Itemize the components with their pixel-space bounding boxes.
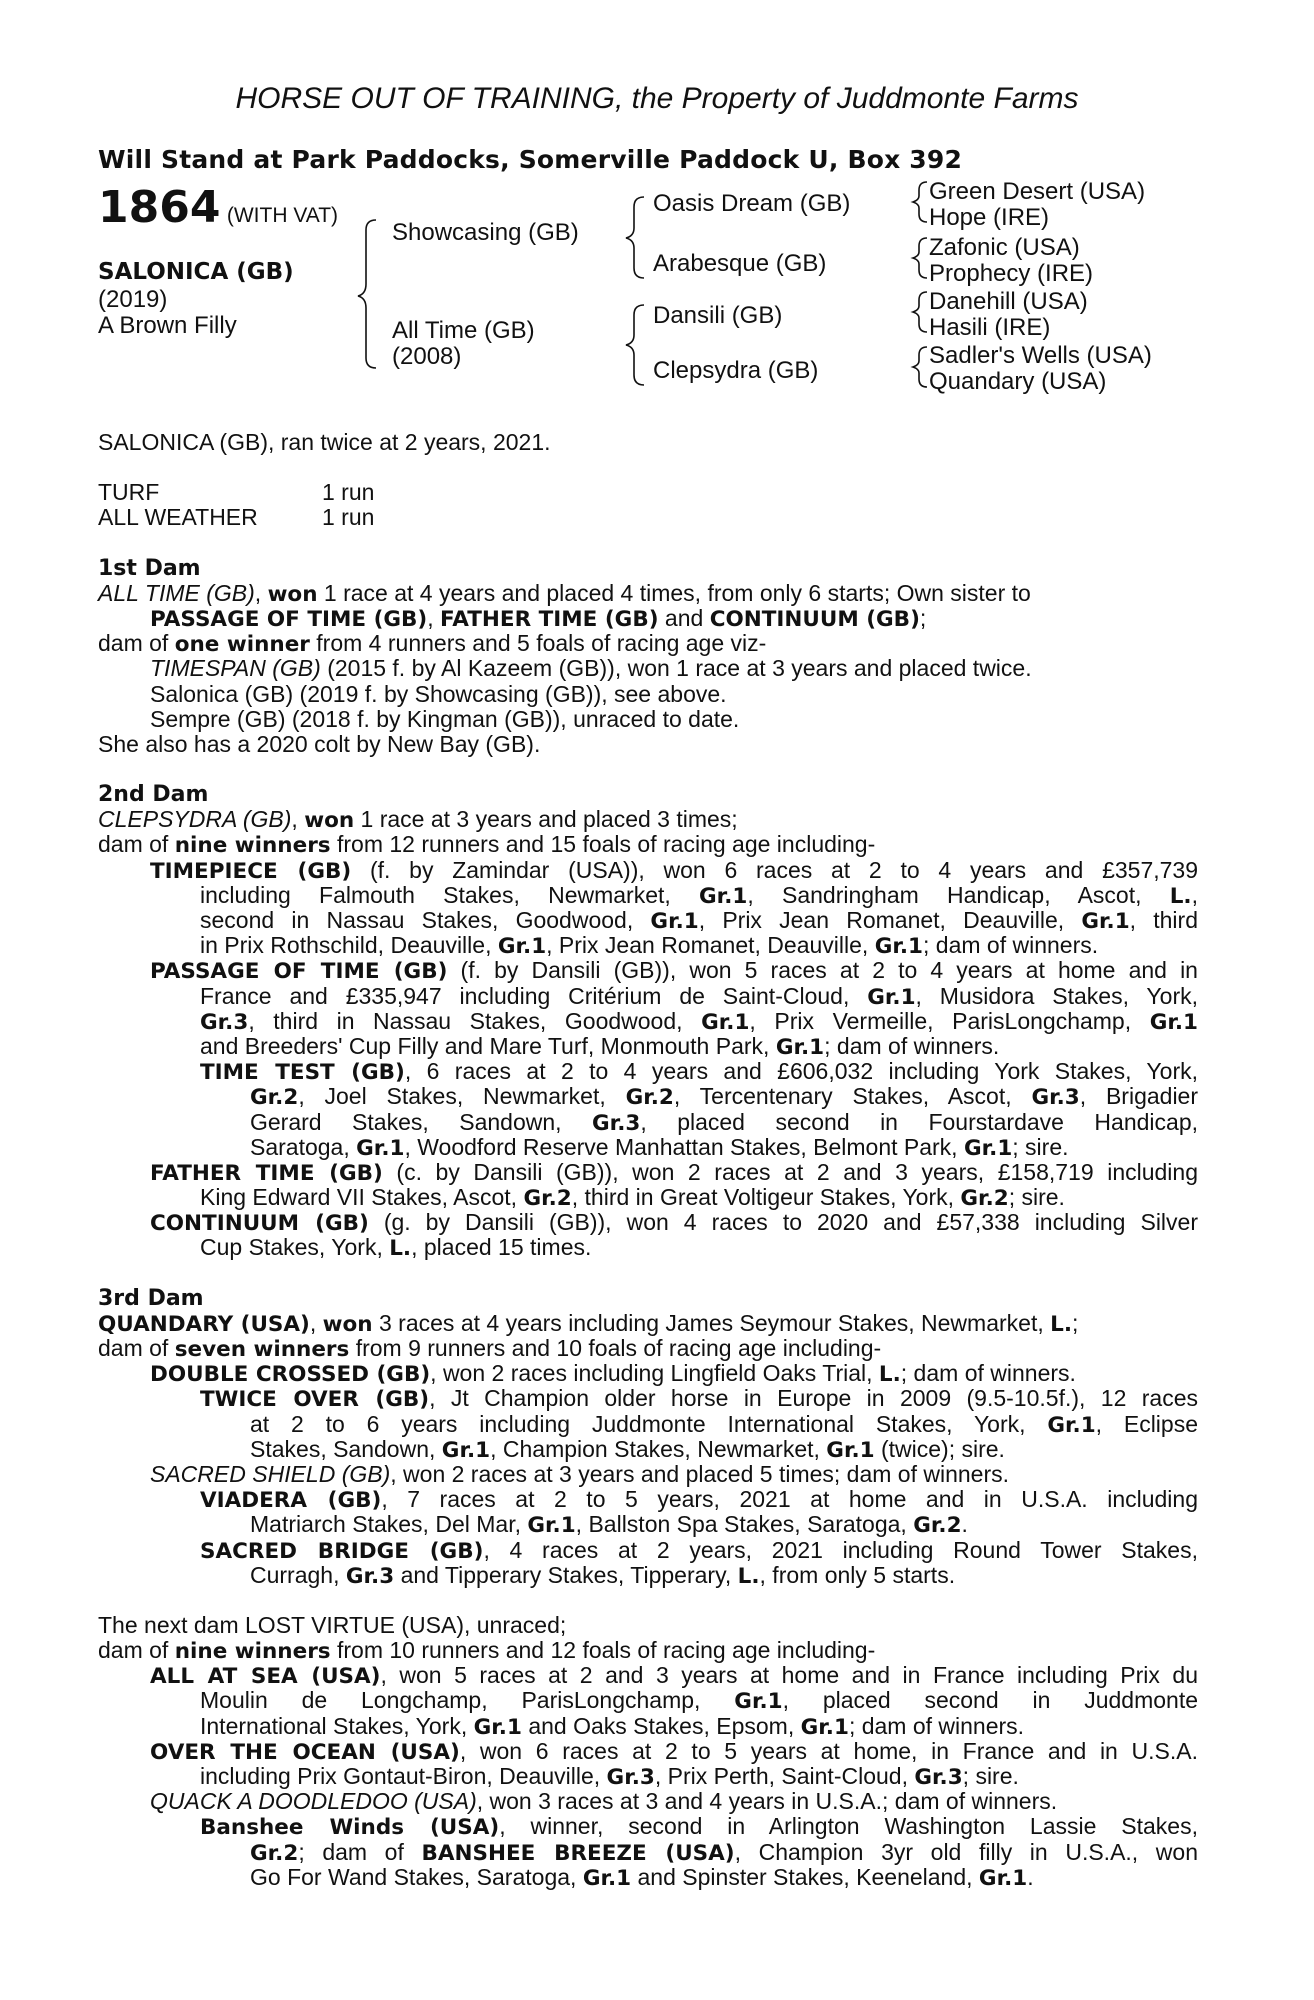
text-run: and — [658, 604, 710, 631]
text-run: Gr.2 — [250, 1085, 299, 1111]
text-run: Gr.2 — [523, 1186, 572, 1212]
next-dam-line — [98, 1638, 1198, 1663]
dam-year: (2008) — [392, 343, 462, 370]
text-run: Gr.1 — [775, 1034, 825, 1060]
second-dam-line — [98, 832, 1198, 857]
text-run: Banshee Winds (USA) — [200, 1815, 500, 1841]
text-run: won — [322, 1311, 373, 1337]
text-run: 3 races at 4 years including James Seymour Stakes, Newmarket, — [372, 1309, 1051, 1336]
text-run: Gr.1 — [867, 984, 916, 1010]
text-run: ALL TIME (GB) — [98, 579, 255, 606]
text-run: L. — [878, 1362, 901, 1388]
text-run: Gr.3 — [200, 1009, 249, 1035]
text-run: , Prix Jean Romanet, Deauville, — [698, 907, 1082, 933]
text-run: won — [267, 581, 318, 607]
text-run: ; dam of winners. — [923, 932, 1099, 959]
first-dam-line — [98, 606, 1198, 631]
text-run: seven winners — [174, 1337, 350, 1362]
text-run: including Prix Gontaut-Biron, Deauville, — [200, 1763, 607, 1789]
text-run: and Tipperary Stakes, Tipperary, — [394, 1561, 738, 1588]
record-row — [98, 480, 1198, 505]
lot-number: 1864 — [98, 182, 221, 233]
second-dam-line — [98, 807, 1198, 832]
text-run: including Falmouth Stakes, Newmarket, — [200, 881, 700, 908]
text-run: Gr.1 — [1081, 909, 1130, 934]
text-run: L. — [389, 1236, 412, 1262]
race-record-summary: SALONICA (GB), ran twice at 2 years, 2021. — [98, 429, 551, 455]
text-run: , Ballston Spa Stakes, Saratoga, — [575, 1511, 914, 1538]
text-run: TIMEPIECE (GB) — [150, 858, 352, 884]
text-run: Curragh, — [250, 1561, 346, 1588]
text-run: , Tercentenary Stakes, Ascot, — [673, 1083, 1032, 1110]
produce-entry — [98, 1814, 1198, 1839]
text-run: , winner, second in Arlington Washington Lassie Stakes, — [499, 1813, 1198, 1840]
produce-entry — [98, 1084, 1198, 1109]
text-run: FATHER TIME (GB) — [440, 606, 659, 632]
text-run: , Brigadier — [1079, 1083, 1199, 1110]
text-run: , third — [1129, 907, 1198, 933]
text-run: Gr.1 — [527, 1513, 576, 1539]
produce-entry — [98, 1663, 1198, 1688]
text-run: Gr.1 — [356, 1135, 405, 1161]
text-run: (f. by Dansili (GB)), won 5 races at 2 to 4 years at home and in — [447, 957, 1198, 984]
text-run: Cup Stakes, York, — [200, 1234, 390, 1261]
text-run: , — [1191, 881, 1198, 908]
text-run: nine winners — [174, 1639, 331, 1665]
text-run: Gr.1 — [874, 934, 924, 960]
produce-entry — [98, 1789, 1198, 1814]
text-run: Gr.3 — [345, 1563, 395, 1589]
grandsire-4: Clepsydra (GB) — [653, 357, 819, 384]
text-run: 1 run — [322, 504, 375, 531]
text-run: TIMESPAN (GB) — [150, 655, 321, 682]
text-run: (c. by Dansili (GB)), won 2 races at 2 and 3 years, £158,719 including — [382, 1158, 1199, 1185]
text-run: from 9 runners and 10 foals of racing age including- — [349, 1335, 882, 1361]
text-run: Matriarch Stakes, Del Mar, — [250, 1511, 528, 1538]
great-grandsire-4: Prophecy (IRE) — [929, 260, 1094, 287]
produce-entry: Salonica (GB) (2019 f. by Showcasing (GB)), see above. — [150, 680, 727, 707]
record-row — [98, 505, 1198, 530]
text-run: dam of — [98, 1335, 175, 1361]
text-run: , third in Nassau Stakes, Goodwood, — [248, 1007, 702, 1034]
produce-entry — [98, 1512, 1198, 1537]
text-run: , Sandringham Handicap, Ascot, — [747, 881, 1170, 908]
text-run: Gr.1 — [701, 1009, 750, 1035]
produce-entry — [98, 1009, 1198, 1034]
produce-entry — [98, 1538, 1198, 1563]
text-run: dam of — [98, 831, 175, 858]
first-dam-heading: 1st Dam — [98, 555, 201, 581]
produce-entry — [98, 1034, 1198, 1059]
text-run: , placed 15 times. — [411, 1234, 592, 1261]
first-dam-line — [98, 631, 1198, 656]
text-run: (twice); sire. — [874, 1435, 1005, 1462]
stabling-info: Will Stand at Park Paddocks, Somerville Paddock U, Box 392 — [98, 145, 963, 174]
third-dam-line — [98, 1311, 1198, 1336]
text-run: 1 race at 3 years and placed 3 times; — [354, 806, 738, 833]
text-run: Gr.2 — [960, 1186, 1009, 1212]
text-run: CONTINUUM (GB) — [150, 1211, 369, 1237]
produce-entry — [98, 1110, 1198, 1135]
produce-entry — [98, 1059, 1198, 1084]
text-run: , Champion 3yr old filly in U.S.A., won — [734, 1838, 1198, 1865]
text-run: won — [304, 808, 355, 834]
produce-entry — [98, 933, 1198, 958]
text-run: nine winners — [174, 833, 331, 859]
produce-entry — [98, 1487, 1198, 1512]
text-run: (g. by Dansili (GB)), won 4 races to 2020 and £57,338 including Silver — [368, 1209, 1198, 1236]
text-run: , third in Great Voltigeur Stakes, York, — [571, 1184, 961, 1211]
text-run: , Joel Stakes, Newmarket, — [298, 1083, 626, 1110]
sire: Showcasing (GB) — [392, 219, 579, 246]
produce-entry — [98, 1764, 1198, 1789]
text-run: , — [291, 806, 305, 833]
text-run: 1 race at 4 years and placed 4 times, from only 6 starts; Own sister to — [317, 579, 1031, 606]
grandsire-2: Arabesque (GB) — [653, 250, 827, 277]
horse-description: A Brown Filly — [98, 312, 237, 339]
text-run: from 12 runners and 15 foals of racing age including- — [330, 831, 876, 858]
great-grandsire-8: Quandary (USA) — [929, 368, 1107, 395]
text-run: Gr.1 — [800, 1714, 849, 1740]
text-run: . — [961, 1511, 968, 1538]
text-run: , won 2 races including Lingfield Oaks Trial, — [430, 1360, 879, 1387]
text-run: in Prix Rothschild, Deauville, — [200, 932, 498, 959]
produce-entry — [98, 1714, 1198, 1739]
text-run: Gr.2 — [913, 1513, 962, 1539]
text-run: Saratoga, — [250, 1133, 357, 1160]
text-run: QUANDARY (USA) — [98, 1311, 310, 1337]
great-grandsire-5: Danehill (USA) — [929, 288, 1088, 315]
text-run: dam of — [98, 1637, 175, 1664]
produce-entry — [98, 858, 1198, 883]
grandsire-3: Dansili (GB) — [653, 302, 783, 329]
text-run: SACRED BRIDGE (GB) — [200, 1538, 484, 1564]
text-run: , — [427, 604, 441, 631]
text-run: Gr.1 — [1149, 1009, 1198, 1035]
produce-entry — [98, 1160, 1198, 1185]
produce-entry — [98, 1462, 1198, 1487]
text-run: FATHER TIME (GB) — [150, 1160, 383, 1186]
text-run: ALL AT SEA (USA) — [150, 1664, 381, 1690]
text-run: Gr.1 — [582, 1865, 632, 1891]
text-run: Gr.1 — [650, 909, 699, 934]
text-run: Go For Wand Stakes, Saratoga, — [250, 1863, 583, 1890]
produce-entry — [98, 1563, 1198, 1588]
text-run: QUACK A DOODLEDOO (USA) — [150, 1788, 477, 1815]
text-run: , won 5 races at 2 and 3 years at home and in France including Prix du — [380, 1662, 1198, 1689]
dam: All Time (GB) — [392, 317, 535, 344]
text-run: SACRED SHIELD (GB) — [150, 1460, 391, 1487]
first-dam-line: She also has a 2020 colt by New Bay (GB). — [98, 730, 541, 757]
text-run: , Musidora Stakes, York, — [915, 982, 1198, 1009]
text-run: , Woodford Reserve Manhattan Stakes, Belmont Park, — [404, 1133, 964, 1160]
text-run: BANSHEE BREEZE (USA) — [421, 1840, 735, 1866]
text-run: ; dam of winners. — [824, 1032, 1000, 1059]
text-run: . — [1027, 1863, 1034, 1890]
text-run: and Breeders' Cup Filly and Mare Turf, Monmouth Park, — [200, 1032, 776, 1059]
text-run: one winner — [174, 632, 310, 658]
text-run: , won 3 races at 3 and 4 years in U.S.A.; dam of winners. — [476, 1788, 1058, 1815]
text-run: Gr.3 — [1031, 1085, 1080, 1111]
produce-entry — [98, 1739, 1198, 1764]
produce-entry — [98, 1210, 1198, 1235]
text-run: Gr.1 — [734, 1689, 783, 1715]
third-dam-heading: 3rd Dam — [98, 1285, 204, 1311]
text-run: , Prix Perth, Saint-Cloud, — [654, 1763, 915, 1789]
text-run: dam of — [98, 630, 175, 657]
produce-entry — [98, 908, 1198, 933]
text-run: , 7 races at 2 to 5 years, 2021 at home and in U.S.A. including — [381, 1486, 1198, 1513]
great-grandsire-7: Sadler's Wells (USA) — [929, 342, 1152, 369]
text-run: , Prix Jean Romanet, Deauville, — [546, 932, 875, 959]
text-run: ; dam of winners. — [848, 1712, 1025, 1739]
produce-entry — [98, 656, 1198, 681]
text-run: ; sire. — [1012, 1133, 1069, 1160]
text-run: Gr.3 — [914, 1765, 963, 1790]
produce-entry — [98, 883, 1198, 908]
page-header: HORSE OUT OF TRAINING, the Property of Juddmonte Farms — [235, 82, 1079, 115]
text-run: PASSAGE OF TIME (GB) — [150, 606, 428, 632]
text-run: , placed second in Juddmonte — [782, 1687, 1199, 1714]
produce-entry — [98, 1386, 1198, 1411]
text-run: Gr.1 — [963, 1135, 1013, 1161]
text-run: TIME TEST (GB) — [200, 1060, 405, 1086]
produce-entry — [98, 984, 1198, 1009]
text-run: , from only 5 starts. — [759, 1561, 956, 1588]
text-run: , Jt Champion older horse in Europe in 2009 (9.5-10.5f.), 12 races — [429, 1385, 1198, 1412]
text-run: L. — [737, 1563, 760, 1589]
great-grandsire-2: Hope (IRE) — [929, 204, 1050, 231]
third-dam-line — [98, 1336, 1198, 1361]
horse-year: (2019) — [98, 286, 168, 313]
produce-entry — [98, 1840, 1198, 1865]
text-run: from 4 runners and 5 foals of racing age viz- — [309, 630, 767, 657]
text-run: , — [309, 1309, 323, 1336]
produce-entry: Sempre (GB) (2018 f. by Kingman (GB)), unraced to date. — [150, 705, 740, 732]
text-run: , Eclipse — [1095, 1410, 1199, 1437]
text-run: Gr.2 — [250, 1840, 299, 1866]
text-run: Gr.1 — [826, 1437, 875, 1463]
next-dam-line: The next dam LOST VIRTUE (USA), unraced; — [98, 1611, 567, 1638]
text-run: 1 run — [322, 479, 375, 506]
text-run: (2015 f. by Al Kazeem (GB)), won 1 race at 3 years and placed twice. — [320, 655, 1032, 682]
text-run: ; sire. — [962, 1763, 1019, 1789]
text-run: Gr.3 — [592, 1110, 641, 1136]
great-grandsire-3: Zafonic (USA) — [929, 234, 1080, 261]
text-run: ; dam of winners. — [900, 1360, 1076, 1387]
text-run: ALL WEATHER — [98, 504, 258, 531]
text-run: TWICE OVER (GB) — [200, 1387, 430, 1413]
text-run: , — [254, 579, 268, 606]
catalogue-body — [98, 430, 1198, 1890]
text-run: L. — [1169, 883, 1192, 909]
produce-entry — [98, 1688, 1198, 1713]
text-run: PASSAGE OF TIME (GB) — [150, 959, 448, 985]
text-run: ; dam of — [298, 1838, 422, 1865]
great-grandsire-6: Hasili (IRE) — [929, 314, 1051, 341]
produce-entry — [98, 1135, 1198, 1160]
text-run: Moulin de Longchamp, ParisLongchamp, — [200, 1687, 735, 1714]
text-run: CLEPSYDRA (GB) — [98, 806, 292, 833]
text-run: at 2 to 6 years including Juddmonte International Stakes, York, — [250, 1410, 1048, 1437]
produce-entry — [98, 1185, 1198, 1210]
produce-entry — [98, 1437, 1198, 1462]
text-run: second in Nassau Stakes, Goodwood, — [200, 907, 651, 933]
text-run: ; — [919, 604, 927, 631]
text-run: from 10 runners and 12 foals of racing age including- — [330, 1637, 876, 1664]
text-run: , won 6 races at 2 to 5 years at home, in France and in U.S.A. — [459, 1737, 1198, 1764]
text-run: , 6 races at 2 to 4 years and £606,032 including York Stakes, York, — [404, 1058, 1198, 1085]
text-run: Gr.1 — [978, 1865, 1028, 1891]
text-run: Gr.1 — [473, 1714, 522, 1740]
text-run: OVER THE OCEAN (USA) — [150, 1739, 460, 1765]
text-run: , placed second in Fourstardave Handicap, — [640, 1108, 1198, 1135]
second-dam-heading: 2nd Dam — [98, 782, 209, 808]
text-run: Gerard Stakes, Sandown, — [250, 1108, 593, 1135]
produce-entry — [98, 1412, 1198, 1437]
text-run: Gr.1 — [1047, 1412, 1096, 1438]
great-grandsire-1: Green Desert (USA) — [929, 178, 1146, 205]
text-run: ; — [1072, 1309, 1079, 1336]
produce-entry — [98, 1235, 1198, 1260]
text-run: TURF — [98, 479, 160, 506]
text-run: , 4 races at 2 years, 2021 including Round Tower Stakes, — [483, 1536, 1198, 1563]
text-run: Gr.3 — [606, 1765, 655, 1790]
text-run: Gr.1 — [441, 1437, 491, 1463]
text-run: , Champion Stakes, Newmarket, — [490, 1435, 827, 1462]
text-run: DOUBLE CROSSED (GB) — [150, 1362, 431, 1388]
grandsire-1: Oasis Dream (GB) — [653, 190, 851, 217]
produce-entry — [98, 1865, 1198, 1890]
text-run: CONTINUUM (GB) — [709, 606, 920, 632]
text-run: L. — [1050, 1311, 1072, 1337]
horse-name: SALONICA (GB) — [98, 259, 294, 285]
text-run: , won 2 races at 3 years and placed 5 times; dam of winners. — [390, 1460, 1010, 1487]
text-run: VIADERA (GB) — [200, 1488, 382, 1514]
text-run: France and £335,947 including Critérium de Saint-Cloud, — [200, 982, 868, 1009]
text-run: ; sire. — [1008, 1184, 1065, 1211]
text-run: International Stakes, York, — [200, 1712, 474, 1739]
text-run: Gr.1 — [699, 883, 748, 909]
text-run: , Prix Vermeille, ParisLongchamp, — [749, 1007, 1150, 1034]
produce-entry — [98, 958, 1198, 983]
text-run: King Edward VII Stakes, Ascot, — [200, 1184, 524, 1211]
text-run: and Oaks Stakes, Epsom, — [521, 1712, 801, 1739]
produce-entry — [98, 1361, 1198, 1386]
text-run: and Spinster Stakes, Keeneland, — [631, 1863, 979, 1890]
first-dam-line — [98, 581, 1198, 606]
text-run: Stakes, Sandown, — [250, 1435, 442, 1462]
vat-note: (WITH VAT) — [226, 204, 339, 227]
text-run: Gr.2 — [625, 1085, 674, 1111]
text-run: Gr.1 — [497, 934, 547, 960]
text-run: (f. by Zamindar (USA)), won 6 races at 2 to 4 years and £357,739 — [351, 856, 1198, 883]
